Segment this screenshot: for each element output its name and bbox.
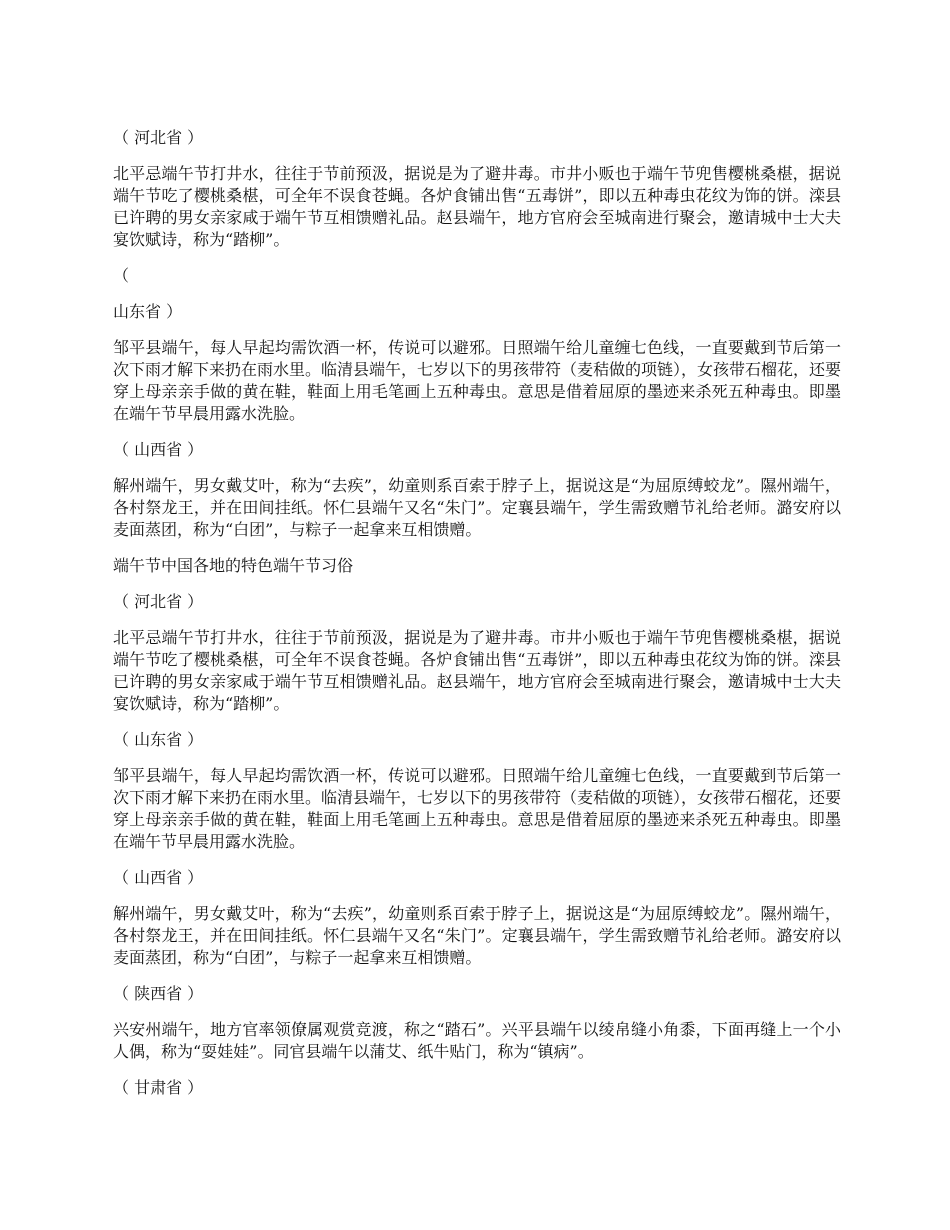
paragraph-shanxi-2: 解州端午，男女戴艾叶，称为“去疾”，幼童则系百索于脖子上，据说这是“为屈原缚蛟龙”。隰州端午，各村祭龙王，并在田间挂纸。怀仁县端午又名“朱门”。定襄县端午，学生需致赠节礼给老师。潞安府以麦面蒸团，称为“白团”，与粽子一起拿来互相馈赠。 — [113, 904, 841, 967]
heading-shanxi-2: （ 山西省 ） — [113, 868, 204, 887]
paragraph-hebei-1: 北平忌端午节打井水，往往于节前预汲，据说是为了避井毒。市井小贩也于端午节兜售樱桃桑椹，据说端午节吃了樱桃桑椹，可全年不误食苍蝇。各炉食铺出售“五毒饼”，即以五种毒虫花纹为饰的饼。滦县已许聘的男女亲家咸于端午节互相馈赠礼品。赵县端午，地方官府会至城南进行聚会，邀请城中士大夫宴饮赋诗，称为“踏柳”。 — [113, 164, 841, 249]
heading-gansu: （ 甘肃省 ） — [113, 1078, 204, 1097]
heading-shandong-2: （ 山东省 ） — [113, 730, 204, 749]
document-page — [113, 127, 841, 1113]
heading-shanxi-1: （ 山西省 ） — [113, 440, 204, 459]
paragraph-shanxi-1: 解州端午，男女戴艾叶，称为“去疾”，幼童则系百索于脖子上，据说这是“为屈原缚蛟龙”。隰州端午，各村祭龙王，并在田间挂纸。怀仁县端午又名“朱门”。定襄县端午，学生需致赠节礼给老师。潞安府以麦面蒸团，称为“白团”，与粽子一起拿来互相馈赠。 — [113, 476, 841, 539]
heading-shaanxi: （ 陕西省 ） — [113, 984, 204, 1003]
heading-hebei-2: （ 河北省 ） — [113, 592, 204, 611]
paragraph-shandong-1: 邹平县端午，每人早起均需饮酒一杯，传说可以避邪。日照端午给儿童缠七色线，一直要戴到节后第一次下雨才解下来扔在雨水里。临清县端午，七岁以下的男孩带符（麦秸做的项链），女孩带石榴花，还要穿上母亲亲手做的黄在鞋，鞋面上用毛笔画上五种毒虫。意思是借着屈原的墨迹来杀死五种毒虫。即墨在端午节早晨用露水洗脸。 — [113, 338, 842, 423]
paragraph-hebei-2: 北平忌端午节打井水，往往于节前预汲，据说是为了避井毒。市井小贩也于端午节兜售樱桃桑椹，据说端午节吃了樱桃桑椹，可全年不误食苍蝇。各炉食铺出售“五毒饼”，即以五种毒虫花纹为饰的饼。滦县已许聘的男女亲家咸于端午节互相馈赠礼品。赵县端午，地方官府会至城南进行聚会，邀请城中士大夫宴饮赋诗，称为“踏柳”。 — [113, 628, 841, 713]
heading-hebei-1: （ 河北省 ） — [113, 128, 204, 147]
paragraph-shandong-2: 邹平县端午，每人早起均需饮酒一杯，传说可以避邪。日照端午给儿童缠七色线，一直要戴到节后第一次下雨才解下来扔在雨水里。临清县端午，七岁以下的男孩带符（麦秸做的项链），女孩带石榴花，还要穿上母亲亲手做的黄在鞋，鞋面上用毛笔画上五种毒虫。意思是借着屈原的墨迹来杀死五种毒虫。即墨在端午节早晨用露水洗脸。 — [113, 766, 842, 851]
paragraph-shaanxi: 兴安州端午，地方官率领僚属观赏竞渡，称之“踏石”。兴平县端午以绫帛缝小角黍，下面再缝上一个小人偶，称为“耍娃娃”。同官县端午以蒲艾、纸牛贴门，称为“镇病”。 — [113, 1020, 841, 1061]
heading-shandong-1: 山东省 ） — [113, 302, 183, 321]
paren-fragment: （ — [113, 266, 130, 285]
section-title: 端午节中国各地的特色端午节习俗 — [113, 556, 354, 575]
